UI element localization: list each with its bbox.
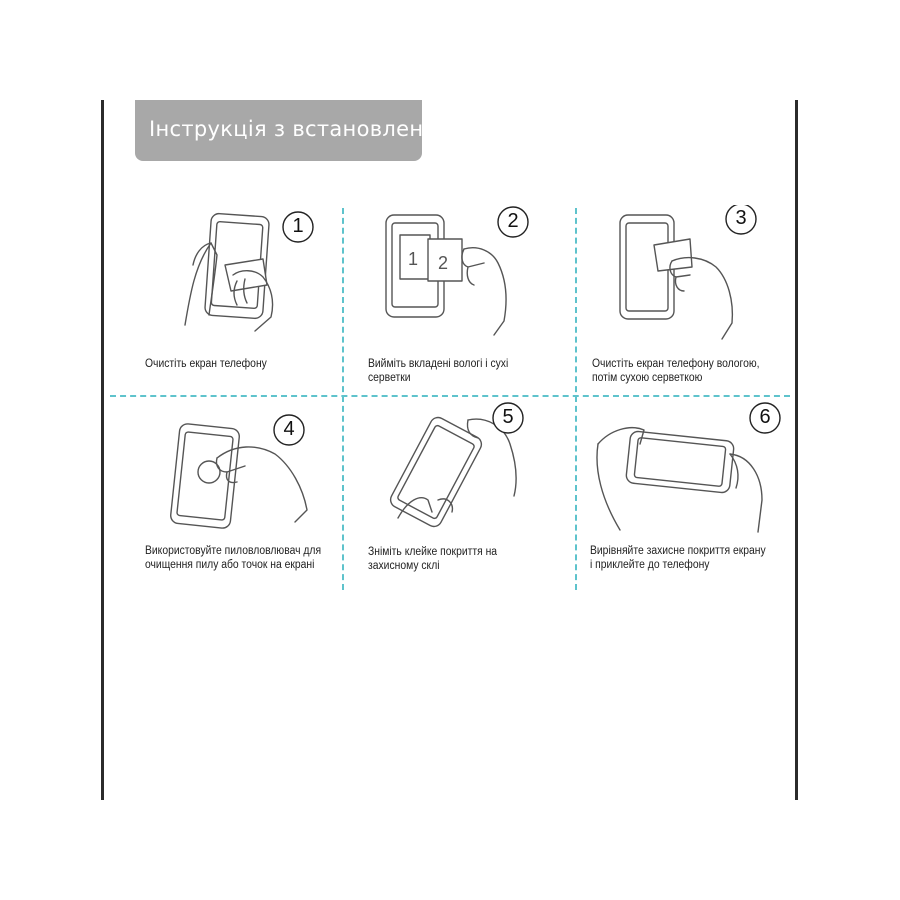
align-and-apply-illustration — [590, 400, 814, 540]
step-number-3: 3 — [735, 207, 747, 229]
step-2-caption — [368, 357, 548, 385]
caption-line: Вийміть вкладені вологі і сухі — [368, 358, 509, 370]
step-1 — [145, 205, 369, 395]
svg-text:1: 1 — [408, 249, 419, 269]
step-3 — [592, 205, 816, 395]
caption-line: Очистіть екран телефону — [145, 358, 267, 370]
step-5-caption — [368, 545, 548, 573]
step-4-caption — [145, 544, 325, 572]
step-6-caption — [590, 544, 770, 572]
caption-line: потім сухою серветкою — [592, 372, 703, 384]
dust-removal-illustration — [145, 410, 369, 550]
step-number-1: 1 — [292, 215, 304, 237]
step-number-4: 4 — [283, 418, 295, 440]
svg-text:2: 2 — [438, 253, 449, 273]
caption-line: і приклейте до телефону — [590, 559, 710, 571]
step-1-caption — [145, 357, 325, 371]
caption-line: Очистіть екран телефону вологою, — [592, 358, 760, 370]
title-banner — [135, 100, 451, 161]
step-number-6: 6 — [759, 406, 771, 428]
step-number-5: 5 — [502, 406, 514, 428]
step-number-2: 2 — [507, 210, 519, 232]
step-3-caption — [592, 357, 772, 385]
wet-dry-wipes-illustration — [368, 205, 592, 345]
step-6 — [590, 400, 814, 590]
wipe-wet-then-dry-illustration — [592, 205, 816, 345]
wipe-phone-illustration — [145, 205, 369, 345]
caption-line: захисному склі — [368, 560, 440, 572]
step-5 — [368, 400, 592, 590]
left-frame-bar — [101, 100, 104, 800]
caption-line: очищення пилу або точок на екрані — [145, 559, 315, 571]
step-2 — [368, 205, 592, 395]
step-4 — [145, 410, 369, 600]
page-title: Інструкція з встановлення — [149, 117, 451, 141]
horizontal-divider — [110, 395, 790, 397]
peel-film-illustration — [368, 400, 592, 540]
caption-line: серветки — [368, 372, 411, 384]
caption-line: Вирівняйте захисне покриття екрану — [590, 545, 766, 557]
caption-line: Використовуйте пиловловлювач для — [145, 545, 322, 557]
caption-line: Зніміть клейке покриття на — [368, 546, 498, 558]
